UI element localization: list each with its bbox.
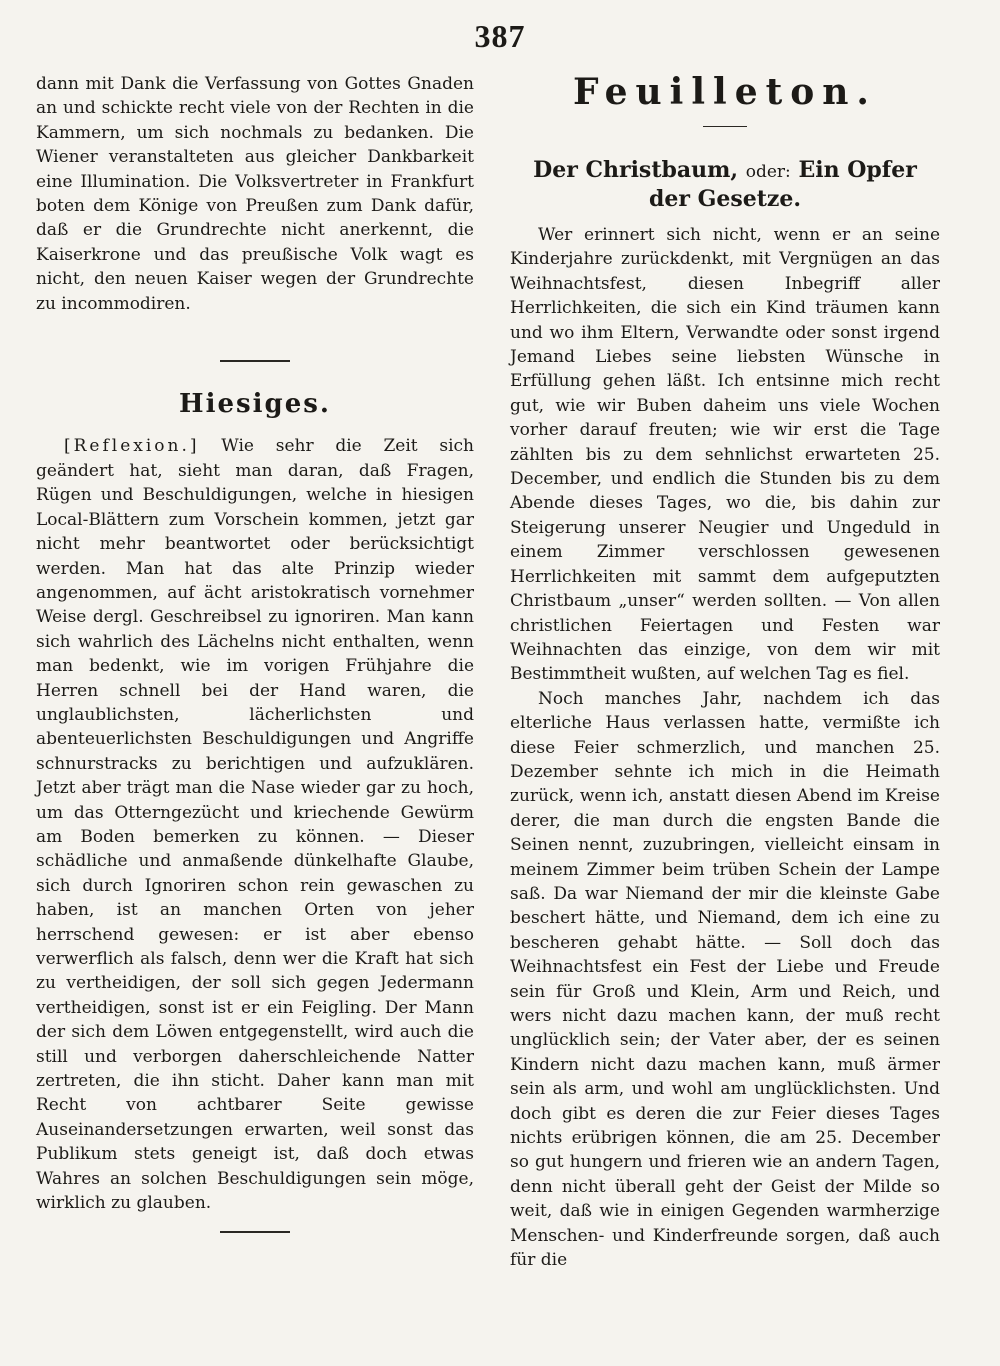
reflexion-paragraph	[36, 434, 474, 1215]
reflexion-label: [Reflexion.]	[64, 436, 200, 457]
feuilleton-heading: Feuilleton.	[573, 71, 877, 113]
article-title-part2: Ein Opfer der Gesetze.	[648, 157, 917, 212]
section-divider	[220, 360, 290, 362]
right-column	[510, 72, 940, 1272]
left-column	[36, 72, 474, 1233]
article-paragraph-2: Noch manches Jahr, nachdem ich das elterliche Haus verlassen hatte, vermißte ich diese Feier schmerzlich, und manchen 25. Dezember sehnte ich mich in die Heimath zurück, wenn ich, anstatt diesen Abend im Kreise derer, die man durch die engsten Bande die Seinen nennt, zuzubringen, vielleicht einsam in meinem Zimmer beim trüben Schein der Lampe saß. Da war Niemand der mir die kleinste Gabe beschert hätte, und Niemand, dem ich eine zu bescheren gehabt hätte. — Soll doch das Weihnachtsfest ein Fest der Liebe und Freude sein für Groß und Klein, Arm und Reich, und wers nicht dazu machen kann, der muß recht unglücklich sein; der Vater aber, der es seinen Kindern nicht dazu machen kann, muß ärmer sein als arm, und wohl am unglücklichsten. Und doch gibt es deren die zur Feier dieses Tages nichts erübrigen können, die am 25. December so gut hungern und frieren wie an andern Tagen, denn nicht überall geht der Geist der Milde so weit, daß wie in einigen Gegenden warmherzige Menschen- und Kinderfreunde sorgen, daß auch für die	[510, 688, 940, 1271]
section-heading-hiesiges: Hiesiges.	[179, 389, 331, 420]
article-title	[510, 157, 940, 213]
feuilleton-divider	[703, 126, 747, 127]
end-divider	[220, 1231, 290, 1233]
article-title-part1: Der Christbaum,	[533, 157, 739, 183]
continued-paragraph: dann mit Dank die Verfassung von Gottes Gnaden an und schickte recht viele von der Rechten in die Kammern, um sich nochmals zu bedanken. Die Wiener veranstalteten aus gleicher Dankbarkeit eine Illumination. Die Volksvertreter in Frankfurt boten dem Könige von Preußen zum Dank dafür, daß er die Grundrechte nicht anerkennt, die Kaiserkrone und das preußische Volk wagt es nicht, den neuen Kaiser wegen der Grundrechte zu incommodiren.	[36, 74, 474, 314]
article-paragraph-1: Wer erinnert sich nicht, wenn er an seine Kinderjahre zurückdenkt, mit Vergnügen an das Weihnachtsfest, diesen Inbegriff aller Herrlichkeiten, die sich ein Kind träumen kann und wo ihm Eltern, Verwandte oder sonst irgend Jemand Liebes seine liebsten Wünsche in Erfüllung gehen läßt. Ich entsinne mich recht gut, wie wir Buben daheim uns viele Wochen vorher darauf freuten; wie wir erst die Tage zählten bis zu dem sehnlichst erwarteten 25. December, und endlich die Stunden bis zu dem Abende dieses Tages, wo die, bis dahin zur Steigerung unserer Neugier und Ungeduld in einem Zimmer verschlossen gewesenen Herrlichkeiten mit sammt dem aufgeputzten Christbaum „unser“ werden sollten. — Von allen christlichen Feiertagen und Festen war Weihnachten das einzige, von dem wir mit Bestimmtheit wußten, auf welchen Tag es fiel.	[510, 225, 940, 685]
article-title-oder: oder:	[745, 162, 791, 182]
page-number: 387	[474, 18, 526, 54]
reflexion-text: Wie sehr die Zeit sich geändert hat, sieht man daran, daß Fragen, Rügen und Beschuldigungen, welche in hiesigen Local-Blättern zum Vorschein kommen, jetzt gar nicht mehr beantwortet oder berücksichtigt werden. Man hat das alte Prinzip wieder angenommen, auf ächt aristokratisch vornehmer Weise dergl. Geschreibsel zu ignoriren. Man kann sich wahrlich des Lächelns nicht enthalten, wenn man bedenkt, wie im vorigen Frühjahre die Herren schnell bei der Hand waren, die unglaublichsten, lächerlichsten und abenteuerlichsten Beschuldigungen und Angriffe schnurstracks zu berichtigen und aufzuklären. Jetzt aber trägt man die Nase wieder gar zu hoch, um das Otterngezücht und kriechende Gewürm am Boden bemerken zu können. — Dieser schädliche und anmaßende dünkelhafte Glaube, sich durch Ignoriren schon rein gewaschen zu haben, ist an manchen Orten von jeher herrschend gewesen: er ist aber ebenso verwerflich als falsch, denn wer die Kraft hat sich zu vertheidigen, der soll sich gegen Jedermann vertheidigen, sonst ist er ein Feigling. Der Mann der sich dem Löwen entgegenstellt, wird auch die still und verborgen daherschleichende Natter zertreten, die ihn sticht. Daher kann man mit Recht von achtbarer Seite gewisse Auseinandersetzungen erwarten, weil sonst das Publikum stets geneigt ist, daß doch etwas Wahres an solchen Beschuldigungen sein möge, wirklich zu glauben.	[36, 436, 474, 1214]
